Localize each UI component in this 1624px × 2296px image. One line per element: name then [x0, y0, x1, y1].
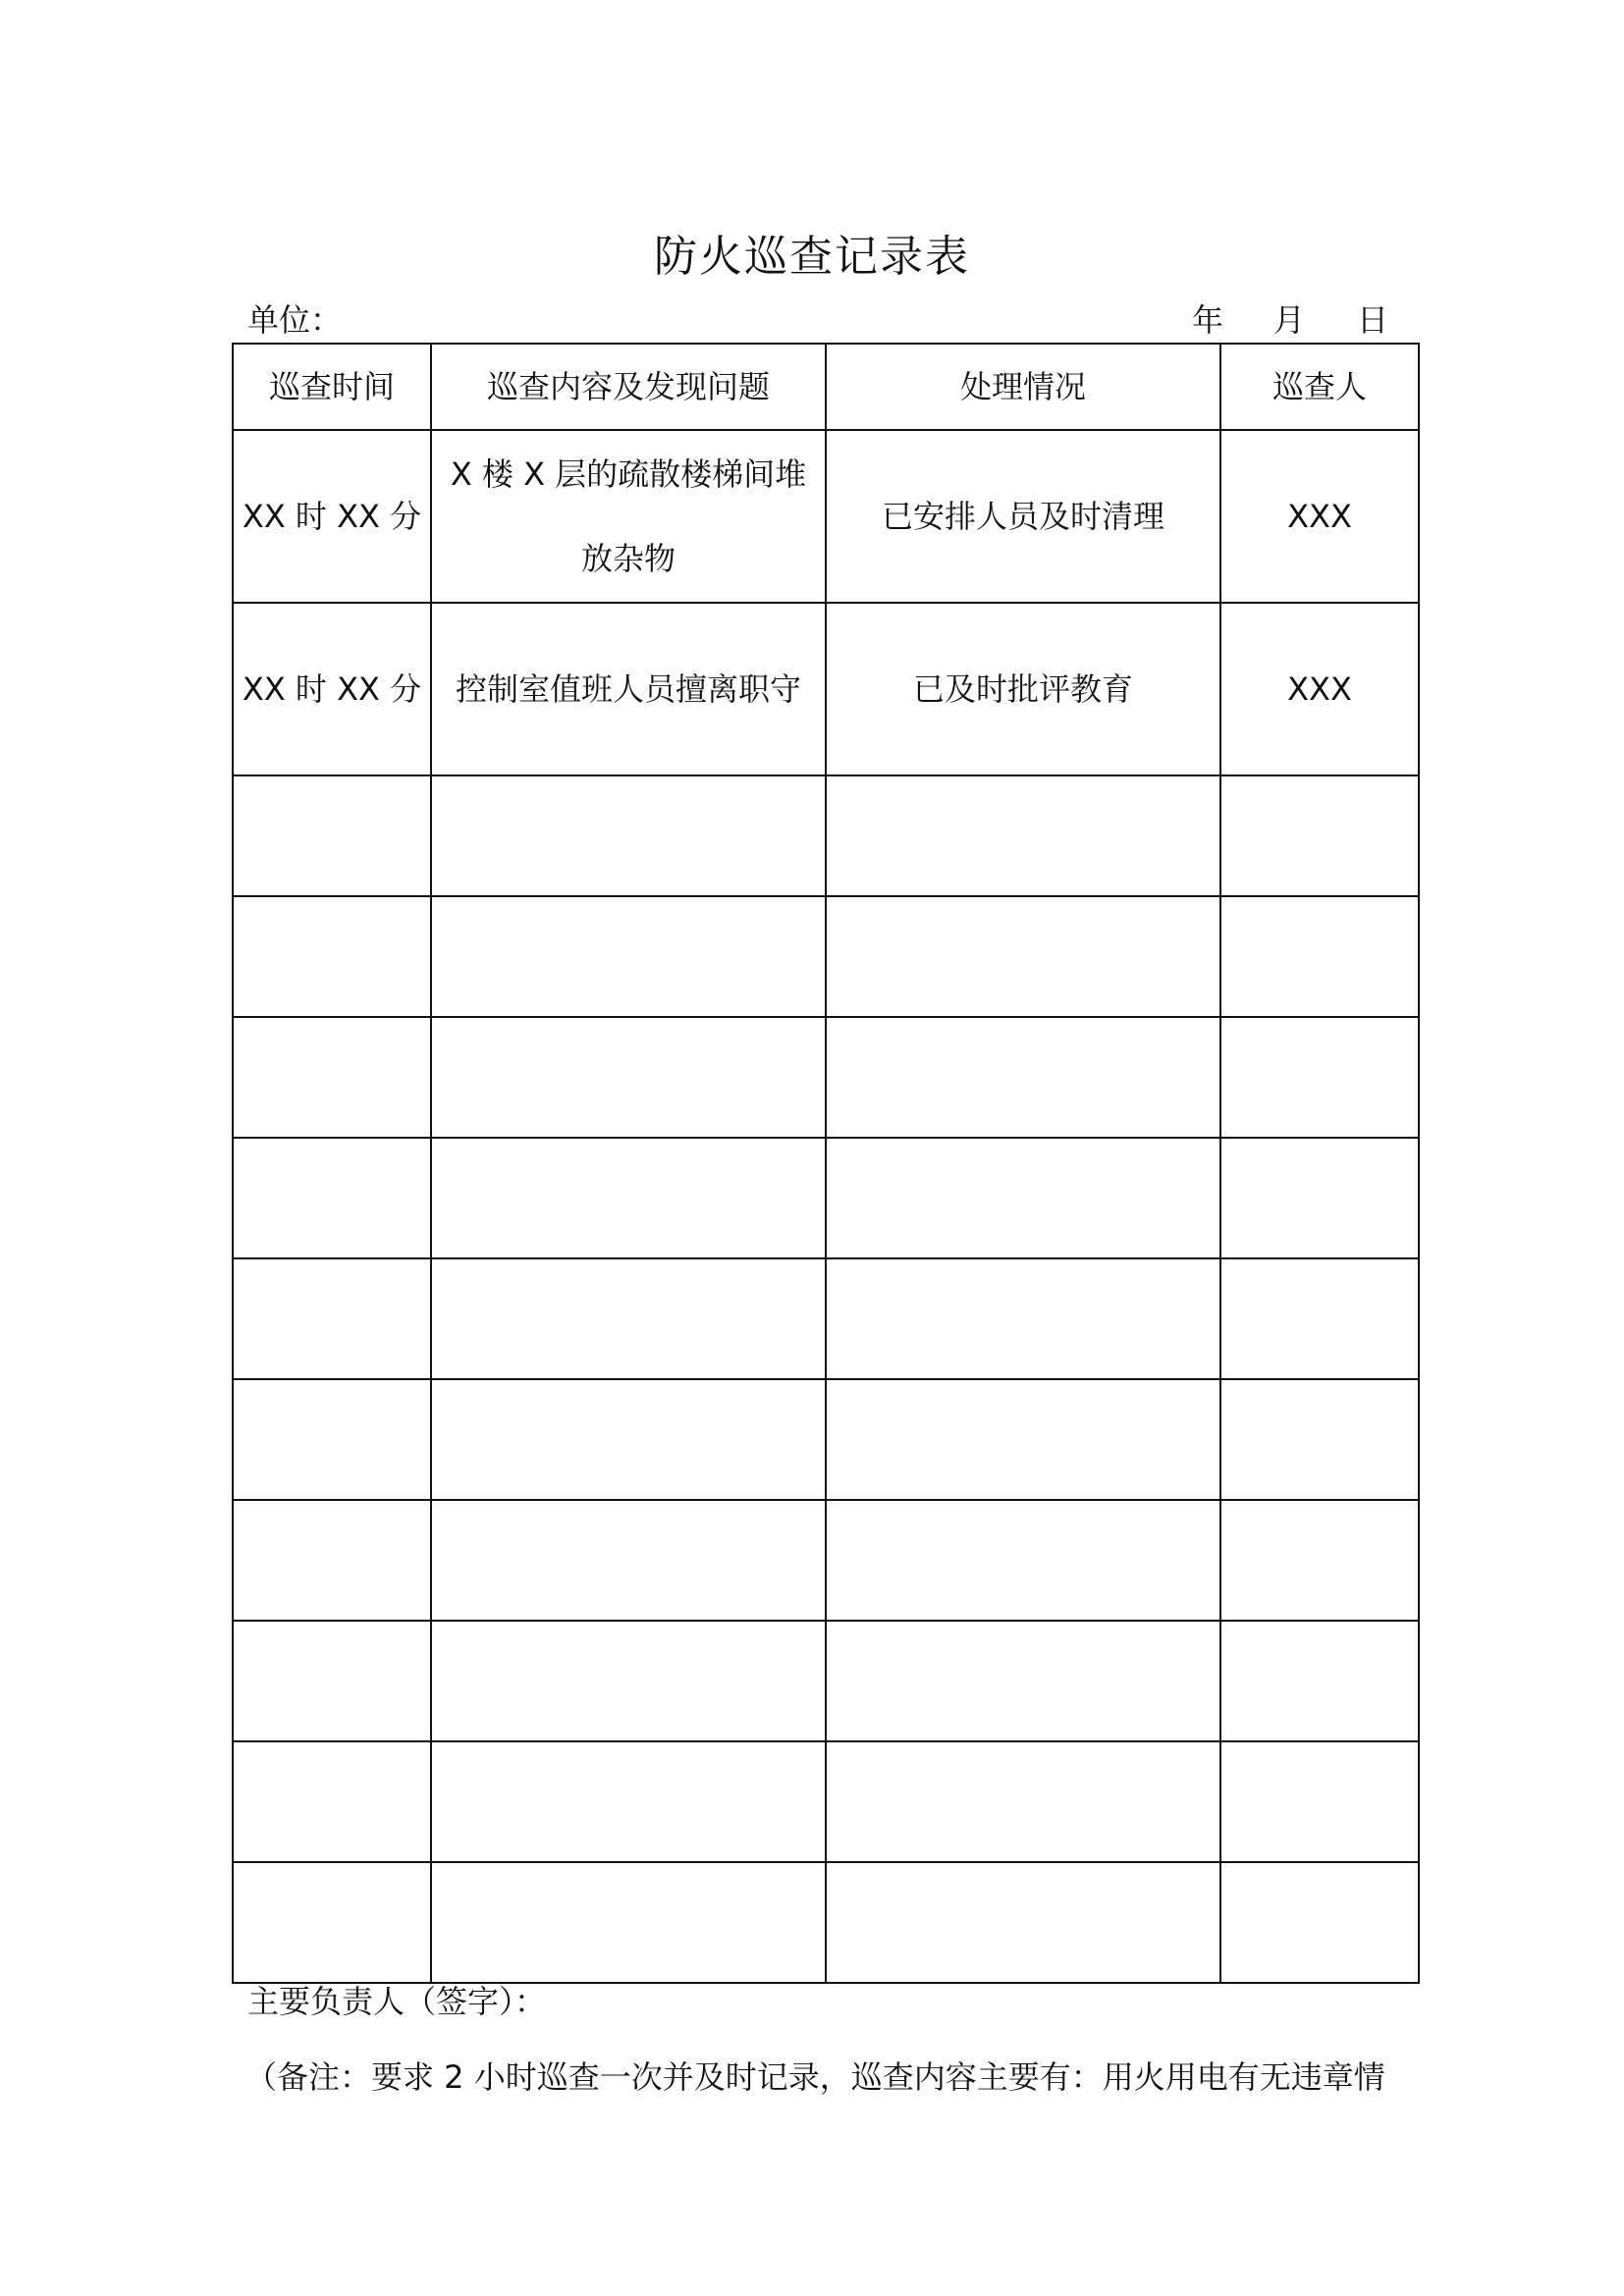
date-year-label: 年	[1192, 301, 1224, 339]
remark-text: （备注：要求 2 小时巡查一次并及时记录，巡查内容主要有：用火用电有无违章情	[245, 2058, 1385, 2096]
cell-handling	[826, 1862, 1220, 1983]
cell-handling	[826, 1017, 1220, 1138]
table-row	[233, 430, 1419, 603]
table-header-row	[233, 344, 1419, 430]
cell-inspector	[1220, 1500, 1419, 1621]
cell-inspector: XXX	[1220, 603, 1419, 775]
cell-time	[233, 1741, 431, 1862]
cell-handling	[826, 1379, 1220, 1500]
cell-inspector	[1220, 1138, 1419, 1258]
empty-table-row	[233, 1500, 1419, 1621]
table-row	[233, 603, 1419, 775]
header-patrol-time: 巡查时间	[233, 344, 431, 430]
cell-content: X 楼 X 层的疏散楼梯间堆放杂物	[431, 430, 826, 603]
cell-time	[233, 1017, 431, 1138]
cell-inspector	[1220, 775, 1419, 896]
cell-handling	[826, 1500, 1220, 1621]
cell-handling: 已安排人员及时清理	[826, 430, 1220, 603]
cell-content	[431, 1017, 826, 1138]
cell-handling	[826, 1741, 1220, 1862]
cell-time	[233, 1258, 431, 1379]
cell-handling	[826, 896, 1220, 1017]
cell-content	[431, 1379, 826, 1500]
cell-time: XX 时 XX 分	[233, 603, 431, 775]
empty-table-row	[233, 775, 1419, 896]
cell-handling	[826, 775, 1220, 896]
empty-table-row	[233, 1017, 1419, 1138]
cell-time	[233, 896, 431, 1017]
cell-time	[233, 1500, 431, 1621]
header-patrol-content: 巡查内容及发现问题	[431, 344, 826, 430]
date-month-label: 月	[1273, 301, 1306, 339]
cell-content	[431, 1741, 826, 1862]
cell-time	[233, 1621, 431, 1741]
cell-handling	[826, 1258, 1220, 1379]
cell-handling: 已及时批评教育	[826, 603, 1220, 775]
cell-time	[233, 1138, 431, 1258]
cell-inspector	[1220, 1379, 1419, 1500]
date-day-label: 日	[1357, 301, 1389, 339]
cell-inspector	[1220, 1741, 1419, 1862]
empty-table-row	[233, 1138, 1419, 1258]
cell-inspector	[1220, 1017, 1419, 1138]
cell-time: XX 时 XX 分	[233, 430, 431, 603]
cell-handling	[826, 1621, 1220, 1741]
cell-content	[431, 896, 826, 1017]
empty-table-row	[233, 1862, 1419, 1983]
cell-time	[233, 775, 431, 896]
header-handling: 处理情况	[826, 344, 1220, 430]
cell-inspector	[1220, 896, 1419, 1017]
cell-content	[431, 1258, 826, 1379]
cell-handling	[826, 1138, 1220, 1258]
cell-content	[431, 775, 826, 896]
cell-content: 控制室值班人员擅离职守	[431, 603, 826, 775]
cell-inspector	[1220, 1862, 1419, 1983]
cell-content	[431, 1138, 826, 1258]
cell-content	[431, 1862, 826, 1983]
header-inspector: 巡查人	[1220, 344, 1419, 430]
cell-inspector	[1220, 1621, 1419, 1741]
cell-content	[431, 1500, 826, 1621]
cell-inspector: XXX	[1220, 430, 1419, 603]
cell-time	[233, 1379, 431, 1500]
empty-table-row	[233, 896, 1419, 1017]
empty-table-row	[233, 1379, 1419, 1500]
empty-table-row	[233, 1741, 1419, 1862]
empty-table-row	[233, 1621, 1419, 1741]
document-title: 防火巡查记录表	[654, 232, 970, 282]
cell-inspector	[1220, 1258, 1419, 1379]
signature-label: 主要负责人（签字）：	[247, 1983, 547, 2020]
cell-time	[233, 1862, 431, 1983]
unit-label: 单位：	[247, 301, 343, 339]
empty-table-row	[233, 1258, 1419, 1379]
patrol-record-table	[232, 343, 1420, 1984]
cell-content	[431, 1621, 826, 1741]
